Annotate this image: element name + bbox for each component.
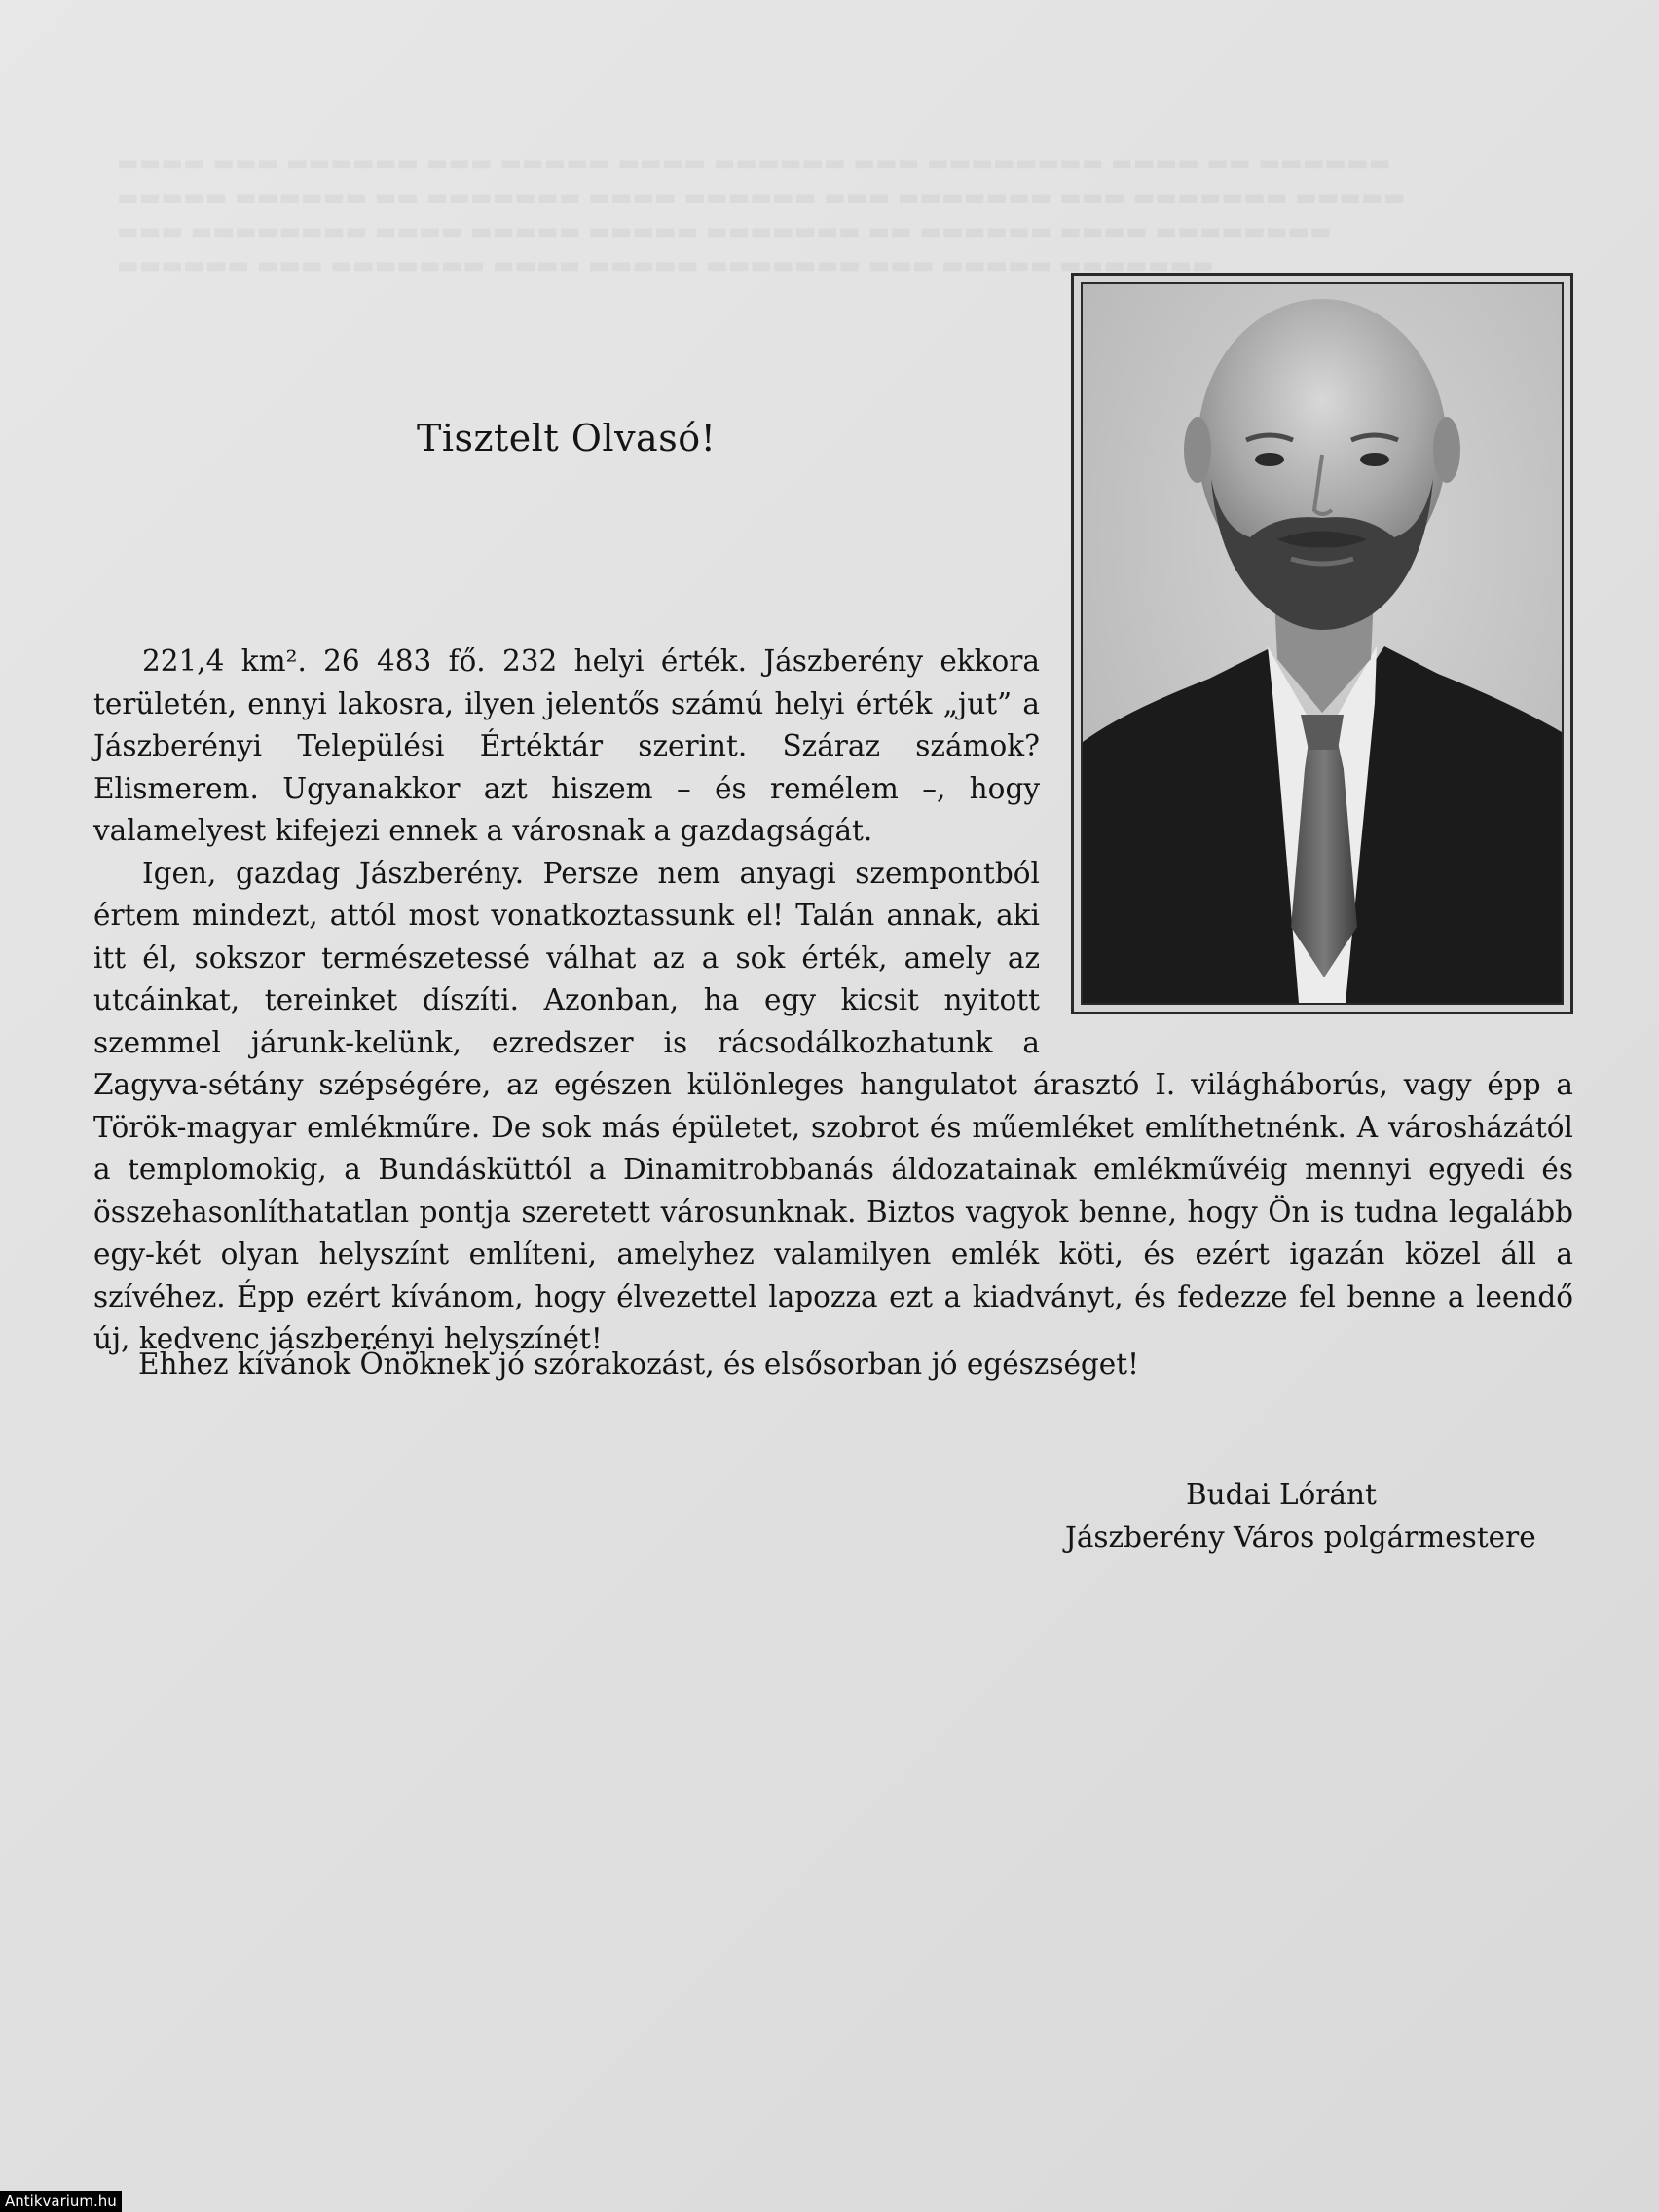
signature-title: Jászberény Város polgármestere	[1065, 1521, 1536, 1554]
closing-line: Ehhez kívánok Önöknek jó szórakozást, és elsősorban jó egészséget!	[138, 1347, 1139, 1381]
paragraph-1: 221,4 km². 26 483 fő. 232 helyi érték. Jászberény ekkora területén, ennyi lakosra, ilyen jelentős számú helyi érték „jut” a Jászberényi Települési Értéktár szerint. Száraz számok? Elismerem. Ugyanakkor azt hiszem – és remélem –, hogy valamelyest kifejezi ennek a városnak a gazdagságát.	[93, 645, 1040, 847]
paragraph-2: Igen, gazdag Jászberény. Persze nem anyagi szempontból értem mindezt, attól most vonatkoztassunk el! Talán annak, aki itt él, sokszor természetessé válhat az a sok érték, amely az utcáinkat, tereinket díszíti. Azonban, ha egy kicsit nyitott szemmel járunk-kelünk, ezredszer is rácsodálkozhatunk a Zagyva-sétány szépségére, az egészen különleges hangulatot árasztó I. világháborús, vagy épp a Török-magyar emlékműre. De sok más épületet, szobrot és műemléket említhetnénk. A városházától a templomokig, a Bundásküttól a Dinamitrobbanás áldozatainak emlékművéig mennyi egyedi és összehasonlíthatatlan pontja szeretett városunknak. Biztos vagyok benne, hogy Ön is tudna legalább egy-két olyan helyszínt említeni, amelyhez valamilyen emlék köti, és ezért igazán közel áll a szívéhez. Épp ezért kívánom, hogy élvezettel lapozza ezt a kiadványt, és fedezze fel benne a leendő új, kedvenc jászberényi helyszínét!	[93, 856, 1573, 1355]
letter-body	[93, 641, 1573, 1361]
letter-heading: Tisztelt Olvasó!	[417, 417, 717, 460]
portrait-wrap-spacer	[1040, 641, 1573, 1042]
watermark: Antikvarium.hu	[0, 2191, 122, 2212]
signature-name: Budai Lóránt	[1186, 1478, 1377, 1511]
bleed-through-texture	[117, 146, 1558, 282]
